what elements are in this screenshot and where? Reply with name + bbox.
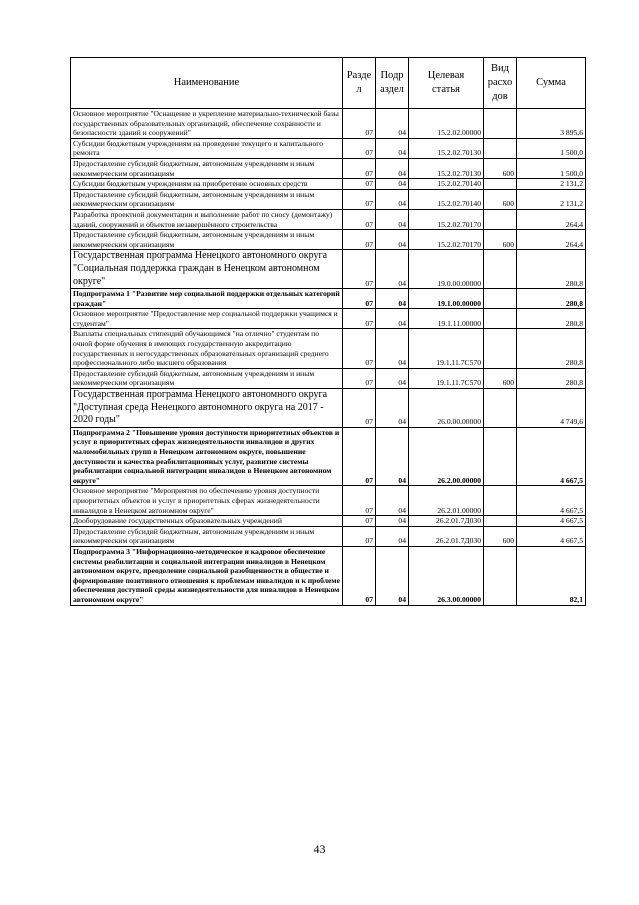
row-article-cell: 15.2.02.70170 [409, 230, 484, 250]
row-type-cell: 600 [484, 189, 517, 209]
row-type-cell [484, 427, 517, 486]
row-article-cell: 19.1.11.00000 [409, 309, 484, 329]
row-name-cell: Разработка проектной документации и выполнение работ по сносу (демонтажу) зданий, сооружений и объектов незавершённого строительства [71, 209, 343, 229]
header-section-label: Разде л [346, 70, 372, 95]
table-row [71, 109, 586, 139]
row-section-cell: 07 [343, 138, 376, 158]
row-type-cell [484, 138, 517, 158]
header-name [71, 58, 343, 109]
row-sum-cell: 4 667,5 [517, 486, 586, 516]
row-type-cell: 600 [484, 230, 517, 250]
row-section-cell: 07 [343, 179, 376, 190]
header-article [409, 58, 484, 109]
row-sum-cell: 264,4 [517, 209, 586, 229]
row-section-cell: 07 [343, 109, 376, 139]
header-sum [517, 58, 586, 109]
row-sum-cell: 280,8 [517, 368, 586, 388]
row-subsection-cell: 04 [376, 250, 409, 289]
row-sum-cell: 4 749,6 [517, 389, 586, 428]
row-type-cell [484, 289, 517, 309]
table-row [71, 189, 586, 209]
row-name-cell: Подпрограмма 2 "Повышение уровня доступности приоритетных объектов и услуг в приоритетных сферах жизнедеятельности инвалидов и других маломобильных групп в Ненецком автономном округе, повышение доступности и качества реабилитационных услуг, развитие системы реабилитации социальной интеграции инвалидов в Ненецком автономном округе" [71, 427, 343, 486]
table-body [71, 109, 586, 606]
row-sum-cell: 4 667,5 [517, 427, 586, 486]
row-sum-cell: 1 500,0 [517, 158, 586, 178]
row-type-cell [484, 486, 517, 516]
table-row [71, 427, 586, 486]
row-article-cell: 15.2.02.70130 [409, 158, 484, 178]
row-subsection-cell: 04 [376, 309, 409, 329]
row-subsection-cell: 04 [376, 368, 409, 388]
row-section-cell: 07 [343, 546, 376, 605]
table-row [71, 486, 586, 516]
row-name-cell: Выплаты специальных стипендий обучающимся "на отлично" студентам по очной форме обучения в имеющих государственную аккредитацию государственных и негосударственных образовательных организаций среднего профессионального либо высшего образования [71, 329, 343, 368]
row-subsection-cell: 04 [376, 179, 409, 190]
header-article-label: Целевая статья [427, 70, 465, 95]
row-section-cell: 07 [343, 209, 376, 229]
row-subsection-cell: 04 [376, 138, 409, 158]
row-type-cell [484, 516, 517, 527]
budget-sheet [70, 57, 585, 606]
row-name-cell: Государственная программа Ненецкого автономного округа "Социальная поддержка граждан в Ненецком автономном округе" [71, 250, 343, 289]
row-article-cell: 15.2.02.70130 [409, 138, 484, 158]
row-type-cell: 600 [484, 368, 517, 388]
row-subsection-cell: 04 [376, 109, 409, 139]
row-subsection-cell: 04 [376, 158, 409, 178]
row-type-cell [484, 546, 517, 605]
row-section-cell: 07 [343, 526, 376, 546]
table-row [71, 389, 586, 428]
row-name-cell: Предоставление субсидий бюджетным, автономным учреждениям и иным некоммерческим организациям [71, 230, 343, 250]
row-section-cell: 07 [343, 389, 376, 428]
header-section [343, 58, 376, 109]
row-subsection-cell: 04 [376, 486, 409, 516]
row-name-cell: Дооборудование государственных образовательных учреждений [71, 516, 343, 527]
row-sum-cell: 3 895,6 [517, 109, 586, 139]
row-subsection-cell: 04 [376, 209, 409, 229]
row-article-cell: 19.1.00.00000 [409, 289, 484, 309]
row-type-cell [484, 250, 517, 289]
row-type-cell [484, 109, 517, 139]
row-subsection-cell: 04 [376, 189, 409, 209]
row-sum-cell: 280,8 [517, 250, 586, 289]
row-sum-cell: 280,8 [517, 289, 586, 309]
row-name-cell: Подпрограмма 1 "Развитие мер социальной поддержки отдельных категорий граждан" [71, 289, 343, 309]
row-sum-cell: 2 131,2 [517, 179, 586, 190]
row-sum-cell: 1 500,0 [517, 138, 586, 158]
row-article-cell: 19.0.00.00000 [409, 250, 484, 289]
table-row [71, 158, 586, 178]
row-section-cell: 07 [343, 230, 376, 250]
row-article-cell: 26.2.01.7Д030 [409, 526, 484, 546]
table-row [71, 329, 586, 368]
row-sum-cell: 264,4 [517, 230, 586, 250]
row-section-cell: 07 [343, 250, 376, 289]
row-name-cell: Основное мероприятие "Оснащение и укрепление материально-технической базы государственных образовательных организаций, обеспечение сохранности и безопасности зданий и сооружений" [71, 109, 343, 139]
row-article-cell: 19.1.11.7С570 [409, 368, 484, 388]
row-name-cell: Основное мероприятие "Мероприятия по обеспечению уровня доступности приоритетных объектов и услуг в приоритетных сферах жизнедеятельности инвалидов в Ненецком автономном округе" [71, 486, 343, 516]
row-subsection-cell: 04 [376, 516, 409, 527]
row-subsection-cell: 04 [376, 289, 409, 309]
header-type-label: Вид расхо дов [487, 63, 513, 102]
row-name-cell: Субсидии бюджетным учреждениям на приобретение основных средств [71, 179, 343, 190]
table-row [71, 516, 586, 527]
table-row [71, 250, 586, 289]
row-subsection-cell: 04 [376, 526, 409, 546]
table-row [71, 209, 586, 229]
row-name-cell: Предоставление субсидий бюджетным, автономным учреждениям и иным некоммерческим организациям [71, 158, 343, 178]
row-section-cell: 07 [343, 309, 376, 329]
row-article-cell: 26.0.00.00000 [409, 389, 484, 428]
row-type-cell [484, 179, 517, 190]
row-sum-cell: 4 667,5 [517, 526, 586, 546]
row-sum-cell: 280,8 [517, 329, 586, 368]
row-article-cell: 26.2.00.00000 [409, 427, 484, 486]
row-section-cell: 07 [343, 486, 376, 516]
header-subsection [376, 58, 409, 109]
table-row [71, 526, 586, 546]
budget-table [70, 57, 586, 606]
header-name-label: Наименование [173, 77, 240, 88]
row-article-cell: 15.2.02.70170 [409, 209, 484, 229]
row-section-cell: 07 [343, 329, 376, 368]
table-row [71, 368, 586, 388]
table-row [71, 289, 586, 309]
row-article-cell: 15.2.02.70140 [409, 189, 484, 209]
row-sum-cell: 82,1 [517, 546, 586, 605]
row-article-cell: 26.2.01.7Д030 [409, 516, 484, 527]
row-name-cell: Основное мероприятие "Предоставление мер социальной поддержки учащимся и студентам" [71, 309, 343, 329]
table-row [71, 138, 586, 158]
row-section-cell: 07 [343, 427, 376, 486]
row-sum-cell: 4 667,5 [517, 516, 586, 527]
row-section-cell: 07 [343, 516, 376, 527]
row-article-cell: 15.2.02.70140 [409, 179, 484, 190]
table-header-row [71, 58, 586, 109]
table-row [71, 230, 586, 250]
row-subsection-cell: 04 [376, 427, 409, 486]
row-article-cell: 26.3.00.00000 [409, 546, 484, 605]
row-name-cell: Предоставление субсидий бюджетным, автономным учреждениям и иным некоммерческим организациям [71, 368, 343, 388]
row-sum-cell: 2 131,2 [517, 189, 586, 209]
row-name-cell: Субсидии бюджетным учреждениям на проведение текущего и капитального ремонта [71, 138, 343, 158]
row-article-cell: 15.2.02.00000 [409, 109, 484, 139]
row-name-cell: Предоставление субсидий бюджетным, автономным учреждениям и иным некоммерческим организациям [71, 189, 343, 209]
row-section-cell: 07 [343, 368, 376, 388]
row-subsection-cell: 04 [376, 329, 409, 368]
table-row [71, 179, 586, 190]
row-type-cell [484, 309, 517, 329]
row-article-cell: 19.1.11.7С570 [409, 329, 484, 368]
row-type-cell [484, 209, 517, 229]
header-type [484, 58, 517, 109]
row-subsection-cell: 04 [376, 389, 409, 428]
header-sum-label: Сумма [536, 77, 566, 88]
row-article-cell: 26.2.01.00000 [409, 486, 484, 516]
row-section-cell: 07 [343, 158, 376, 178]
row-section-cell: 07 [343, 189, 376, 209]
row-type-cell: 600 [484, 526, 517, 546]
row-sum-cell: 280,8 [517, 309, 586, 329]
header-subsection-label: Подр аздел [380, 70, 404, 95]
row-type-cell [484, 389, 517, 428]
table-row [71, 309, 586, 329]
row-subsection-cell: 04 [376, 230, 409, 250]
table-row [71, 546, 586, 605]
row-name-cell: Предоставление субсидий бюджетным, автономным учреждениям и иным некоммерческим организациям [71, 526, 343, 546]
page-number: 43 [313, 842, 326, 856]
row-type-cell [484, 329, 517, 368]
row-type-cell: 600 [484, 158, 517, 178]
row-name-cell: Подпрограмма 3 "Информационно-методическое и кадровое обеспечение системы реабилитации и социальной интеграции инвалидов в Ненецком автономном округе, преодоление социальной разобщенности в обществе и формирование позитивного отношения к проблемам инвалидов и к проблеме обеспечения доступной среды жизнедеятельности для инвалидов в Ненецком автономном округе" [71, 546, 343, 605]
row-subsection-cell: 04 [376, 546, 409, 605]
row-name-cell: Государственная программа Ненецкого автономного округа "Доступная среда Ненецкого автономного округа на 2017 - 2020 годы" [71, 389, 343, 428]
row-section-cell: 07 [343, 289, 376, 309]
